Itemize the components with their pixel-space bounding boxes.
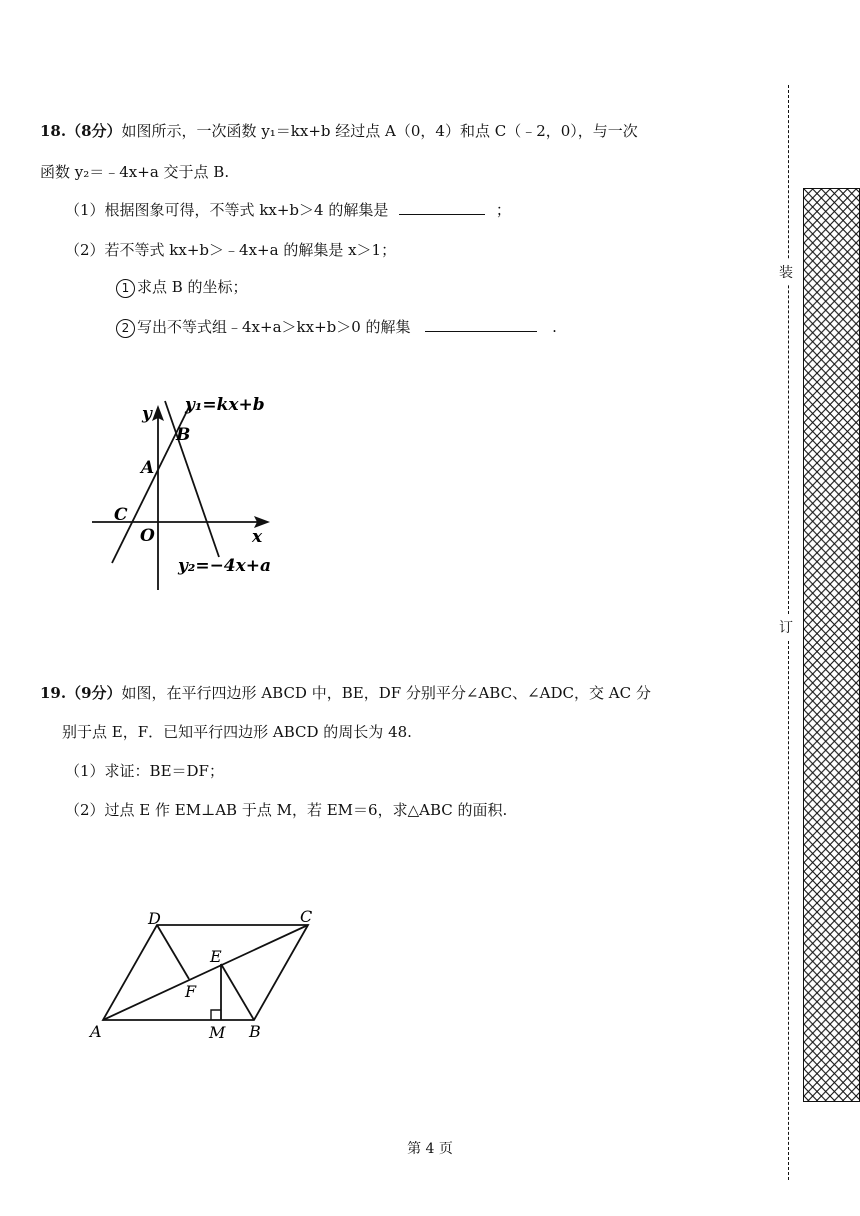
q18-part1-text: （1）根据图象可得，不等式 kx+b＞4 的解集是 — [65, 201, 389, 219]
q18-sub2-end: . — [552, 318, 557, 336]
diagonal-ac — [103, 925, 308, 1020]
q18-number: 18.（8分） — [40, 122, 122, 140]
binding-char-ding: 订 — [779, 615, 793, 639]
line-y1-label: y₁=kx+b — [185, 395, 265, 415]
q18-sub1-text: 求点 B 的坐标； — [137, 278, 248, 296]
vertex-b-label: B — [249, 1022, 261, 1041]
circled-number-icon: 2 — [116, 319, 135, 338]
vertex-d-label: D — [148, 909, 161, 928]
q18-part1 — [65, 200, 511, 220]
answer-blank-2[interactable] — [425, 317, 537, 332]
q19-part1: （1）求证：BE＝DF； — [65, 762, 224, 780]
answer-blank-1[interactable] — [399, 200, 485, 215]
q18-line1 — [40, 121, 638, 141]
vertex-c-label: C — [300, 907, 313, 926]
point-f-label: F — [185, 982, 197, 1001]
point-m-label: M — [209, 1023, 226, 1042]
q18-part1-end: ； — [495, 201, 511, 219]
point-c-label: C — [114, 505, 128, 525]
x-axis-label: x — [252, 527, 263, 547]
q18-part2: （2）若不等式 kx+b＞﹣4x+a 的解集是 x＞1； — [65, 241, 397, 259]
point-b-label: B — [176, 425, 191, 445]
linear-function-graph — [80, 385, 310, 595]
segment-be — [221, 964, 254, 1020]
parallelogram-figure — [85, 900, 335, 1050]
q19-text-1: 如图，在平行四边形 ABCD 中，BE，DF 分别平分∠ABC、∠ADC，交 AC 分 — [121, 684, 651, 702]
q18-line2: 函数 y₂＝﹣4x+a 交于点 B. — [40, 163, 230, 181]
q19-line2: 别于点 E，F．已知平行四边形 ABCD 的周长为 48. — [62, 723, 412, 741]
circled-number-icon: 1 — [116, 279, 135, 298]
origin-label: O — [140, 526, 155, 546]
q18-sub2 — [116, 317, 557, 338]
y-axis-label: y — [142, 404, 152, 424]
segment-df — [157, 925, 189, 979]
line-y2-label: y₂=−4x+a — [178, 556, 272, 576]
q19-line1 — [40, 683, 651, 703]
vertex-a-label: A — [90, 1022, 102, 1041]
q18-sub2-text: 写出不等式组﹣4x+a＞kx+b＞0 的解集 — [137, 318, 411, 336]
binding-char-zhuang: 装 — [779, 260, 793, 284]
crosshatch-margin — [803, 188, 860, 1102]
right-angle-mark-icon — [211, 1010, 221, 1020]
line-y2 — [165, 401, 219, 557]
point-e-label: E — [210, 947, 222, 966]
q18-text-1: 如图所示，一次函数 y₁＝kx+b 经过点 A（0，4）和点 C（﹣2，0），与一次 — [121, 122, 638, 140]
q19-number: 19.（9分） — [40, 684, 122, 702]
point-a-label: A — [141, 458, 155, 478]
q19-part2: （2）过点 E 作 EM⊥AB 于点 M，若 EM＝6，求△ABC 的面积. — [65, 801, 508, 819]
q18-sub1 — [116, 277, 248, 298]
page-number: 第 4 页 — [407, 1141, 453, 1157]
